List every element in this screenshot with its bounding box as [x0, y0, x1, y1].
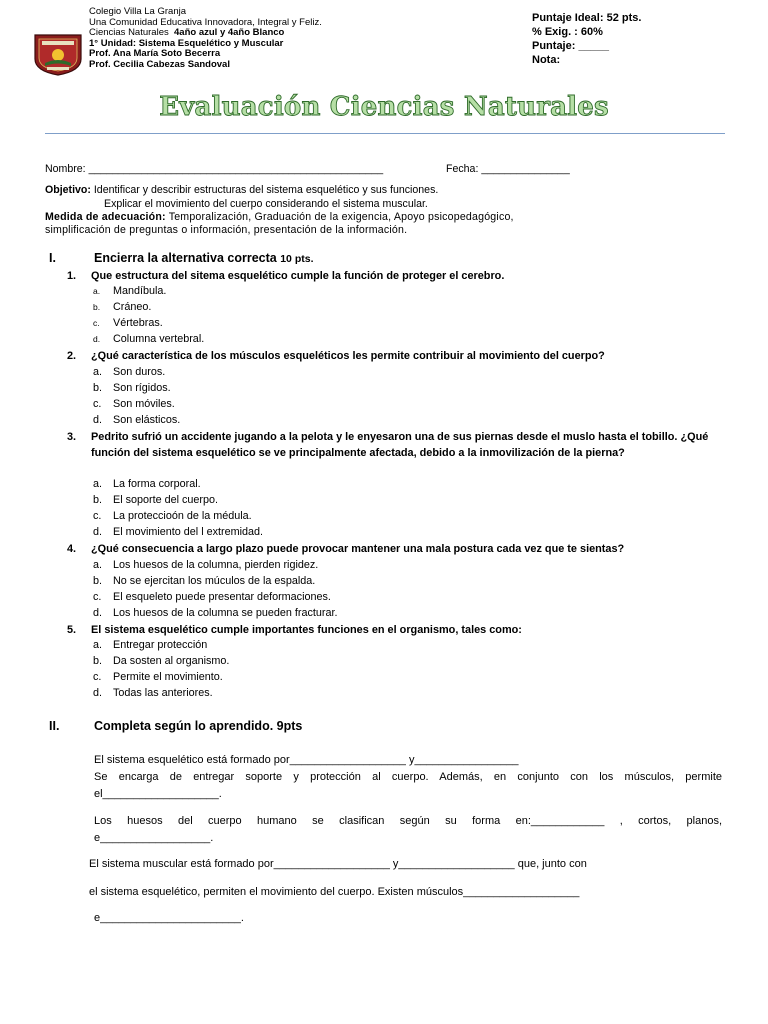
q4-option-d[interactable]: d. Los huesos de la columna se pueden fracturar. [93, 607, 338, 619]
page-title: Evaluación Ciencias Naturales [159, 92, 609, 122]
courses: 4año azul y 4año Blanco [174, 27, 285, 39]
teacher-2: Prof. Cecilia Cabezas Sandoval [89, 58, 230, 70]
q2-option-a[interactable]: a. Son duros. [93, 366, 166, 378]
unit-line: 1° Unidad: Sistema Esquelético y Muscular [89, 37, 284, 49]
fill-3-line-2[interactable]: el sistema esquelético, permiten el movimiento del cuerpo. Existen músculos___________________ [89, 886, 580, 898]
q5-option-a[interactable]: a. Entregar protección [93, 639, 208, 651]
fill-1-line-2: Se encarga de entregar soporte y protección al cuerpo. Además, en conjunto con los músculos, permite [94, 771, 722, 783]
section-1-title: Encierra la alternativa correcta [94, 251, 281, 265]
question-2: 2. ¿Qué característica de los músculos esqueléticos les permite contribuir al movimiento del cuerpo? [67, 350, 605, 362]
q1-option-a[interactable]: a. Mandíbula. [93, 285, 167, 297]
fill-3-line-1[interactable]: El sistema muscular está formado por___________________ y___________________ que, junto con [89, 858, 587, 870]
q3-option-d[interactable]: d. El movimiento del l extremidad. [93, 526, 264, 538]
school-motto: Una Comunidad Educativa Innovadora, Integral y Feliz. [89, 16, 322, 28]
score-obtained: Puntaje: _____ [532, 40, 610, 52]
school-name: Colegio Villa La Granja [89, 6, 186, 17]
q1-option-d[interactable]: d. Columna vertebral. [93, 333, 205, 345]
objective-line-2: Explicar el movimiento del cuerpo considerando el sistema muscular. [104, 198, 428, 210]
q4-option-a[interactable]: a. Los huesos de la columna, pierden rigidez. [93, 559, 319, 571]
question-1: 1. Que estructura del sitema esquelético cumple la función de proteger el cerebro. [67, 270, 505, 282]
q4-option-c[interactable]: c. El esqueleto puede presentar deformaciones. [93, 591, 331, 603]
school-crest-icon [33, 33, 83, 77]
subject: Ciencias Naturales [89, 27, 169, 39]
q4-option-b[interactable]: b. No se ejercitan los múculos de la espalda. [93, 575, 316, 587]
q1-option-b[interactable]: b. Cráneo. [93, 301, 152, 313]
fill-1-line-1[interactable]: El sistema esquelético está formado por___________________ y_________________ [94, 754, 519, 766]
teacher-1: Prof. Ana María Soto Becerra [89, 48, 221, 60]
section-1-heading [49, 251, 449, 267]
q3-option-b[interactable]: b. El soporte del cuerpo. [93, 494, 219, 506]
adequacy-line-2: simplificación de preguntas o información, presentación de la información. [45, 224, 408, 236]
objective-line-1: Objetivo: Identificar y describir estructuras del sistema esquelético y sus funciones. [45, 184, 439, 196]
q3-option-a[interactable]: a. La forma corporal. [93, 478, 201, 490]
question-4: 4. ¿Qué consecuencia a largo plazo puede provocar mantener una mala postura cada vez que te sientas? [67, 543, 625, 555]
section-2-title: Completa según lo aprendido. 9pts [94, 719, 303, 733]
score-box [532, 11, 641, 67]
q2-option-b[interactable]: b. Son rígidos. [93, 382, 171, 394]
score-exigency: % Exig. : 60% [532, 26, 603, 38]
school-header [89, 7, 322, 71]
adequacy-label: Medida de adecuación: [45, 211, 166, 223]
title-divider [45, 133, 725, 134]
q3-option-c[interactable]: c. La proteccioón de la médula. [93, 510, 252, 522]
q1-option-c[interactable]: c. Vértebras. [93, 317, 163, 329]
section-2-number: II. [49, 719, 60, 733]
question-3: 3. Pedrito sufrió un accidente jugando a la pelota y le enyesaron una de sus piernas desde el muslo hasta el tobillo. ¿Qué función del sistema esquelético se ve principalmente afectada, debido a la inmovilización de la pierna? [67, 431, 709, 459]
score-ideal: Puntaje Ideal: 52 pts. [532, 12, 642, 24]
fill-2-line-1[interactable]: Los huesos del cuerpo humano se clasifican según su forma en:____________ , cortos, planos, [94, 815, 722, 827]
fill-2-line-2[interactable]: e__________________. [94, 832, 214, 844]
q5-option-c[interactable]: c. Permite el movimiento. [93, 671, 223, 683]
fill-3-line-3[interactable]: e_______________________. [94, 912, 244, 924]
fill-1-line-3[interactable]: el___________________. [94, 788, 222, 800]
objective-label: Objetivo: [45, 184, 91, 196]
section-1-points: 10 pts. [280, 253, 314, 265]
q2-option-d[interactable]: d. Son elásticos. [93, 414, 181, 426]
date-field[interactable]: Fecha: _______________ [446, 163, 570, 175]
q5-option-b[interactable]: b. Da sosten al organismo. [93, 655, 230, 667]
score-grade: Nota: [532, 54, 561, 66]
adequacy-line-1: Medida de adecuación: Temporalización, Graduación de la exigencia, Apoyo psicopedagógico, [45, 211, 514, 223]
section-2-heading [49, 719, 449, 735]
section-1-number: I. [49, 251, 56, 265]
q5-option-d[interactable]: d. Todas las anteriores. [93, 687, 213, 699]
question-5: 5. El sistema esquelético cumple importantes funciones en el organismo, tales como: [67, 624, 522, 636]
name-field[interactable]: Nombre: __________________________________________________ [45, 163, 384, 175]
q2-option-c[interactable]: c. Son móviles. [93, 398, 175, 410]
